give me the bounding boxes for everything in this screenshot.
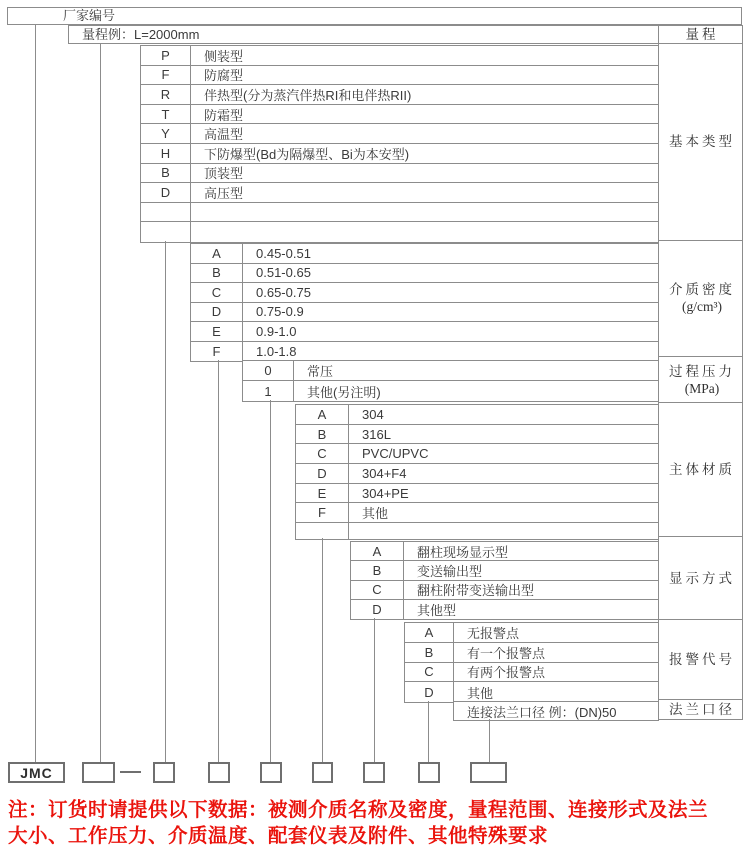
table-row [141, 105, 658, 125]
table-row [351, 542, 658, 561]
table-row [141, 144, 658, 164]
category-label-range [659, 26, 742, 44]
category-label-text: 量程 [685, 27, 719, 42]
category-label-column [658, 25, 743, 720]
code-cell: D [405, 682, 454, 702]
description-cell: 伴热型(分为蒸汽伴热RI和电伴热RII) [204, 87, 412, 103]
category-label-text: 主体材质 [669, 462, 735, 478]
table-row [296, 425, 658, 445]
category-label-basic-type [659, 44, 742, 241]
order-note-line2: 大小、工作压力、介质温度、配套仪表及附件、其他特殊要求 [8, 825, 549, 845]
section-table-pressure [242, 360, 659, 402]
code-cell: D [141, 183, 191, 202]
description-cell: 304+F4 [362, 465, 407, 481]
table-row [296, 484, 658, 504]
description-cell: 其他 [362, 506, 389, 522]
table-row [191, 244, 658, 264]
description-cell: 304 [362, 406, 384, 422]
table-row [141, 85, 658, 105]
table-row [141, 46, 658, 66]
code-cell: C [405, 663, 454, 682]
table-row [141, 124, 658, 144]
description-cell: 316L [362, 426, 391, 442]
category-label-text: 显示方式 [669, 570, 735, 586]
code-cell: C [191, 283, 243, 302]
table-row [243, 381, 658, 401]
code-cell: B [296, 425, 349, 444]
description-cell: 顶装型 [204, 166, 244, 182]
table-row [296, 503, 658, 523]
description-cell: 防腐型 [204, 68, 244, 84]
section-table-display [350, 541, 659, 620]
description-cell: 变送输出型 [417, 563, 483, 579]
order-note [8, 797, 750, 845]
code-cell: E [296, 484, 349, 503]
code-cell: F [296, 503, 349, 522]
separator-dash [120, 771, 141, 773]
code-box-pressure [260, 762, 282, 783]
connector-line [428, 701, 429, 762]
description-cell: 0.51-0.65 [256, 265, 311, 281]
code-cell: D [351, 600, 404, 619]
code-cell: A [405, 623, 454, 642]
description-cell: 翻柱附带变送输出型 [417, 583, 535, 599]
description-cell: PVC/UPVC [362, 446, 429, 462]
section-table-material [295, 404, 659, 540]
code-cell: B [191, 264, 243, 283]
section-table-basic-type [140, 45, 659, 243]
table-row [405, 643, 658, 663]
description-cell: 有两个报警点 [467, 665, 546, 681]
connector-line [374, 618, 375, 762]
table-row [351, 600, 658, 619]
table-row [405, 663, 658, 683]
connector-line [100, 43, 101, 762]
table-row [141, 164, 658, 184]
section-table-alarm [404, 622, 659, 703]
table-row [351, 581, 658, 600]
code-cell: B [141, 164, 191, 183]
description-cell: 304+PE [362, 485, 409, 501]
category-label-text: 过程压力 [669, 363, 735, 379]
description-cell [191, 222, 658, 242]
factory-number-label: 厂家编号 [63, 8, 116, 23]
category-label-density [659, 241, 742, 357]
table-row [191, 283, 658, 303]
section-table-density [190, 243, 659, 362]
code-box-display [363, 762, 385, 783]
code-cell: 0 [243, 361, 294, 380]
category-label-flange [659, 700, 742, 719]
code-cell: F [191, 342, 243, 362]
table-row [141, 183, 658, 203]
code-cell: R [141, 85, 191, 104]
code-cell: E [191, 322, 243, 341]
description-cell: 0.9-1.0 [256, 323, 297, 339]
category-label-material [659, 403, 742, 537]
description-cell: 其他 [467, 685, 494, 701]
section-table-flange [453, 701, 659, 721]
table-row [296, 464, 658, 484]
table-row [405, 682, 658, 702]
code-cell [296, 523, 349, 539]
category-label-pressure [659, 357, 742, 404]
table-row [296, 444, 658, 464]
description-cell [191, 203, 658, 222]
code-box-material [312, 762, 333, 783]
code-cell: H [141, 144, 191, 163]
description-cell: 0.45-0.51 [256, 245, 311, 261]
table-row [141, 203, 658, 223]
table-row [141, 222, 658, 242]
category-label-text: 法兰口径 [669, 702, 735, 717]
description-cell: 侧装型 [204, 48, 244, 64]
table-row [191, 322, 658, 342]
table-row [296, 405, 658, 425]
connector-line [322, 538, 323, 762]
code-cell [141, 203, 191, 222]
description-cell: 连接法兰口径 例：(DN)50 [467, 704, 617, 720]
category-label-text: 介质密度 [669, 282, 735, 298]
description-cell: 高压型 [204, 185, 244, 201]
code-cell: D [191, 303, 243, 322]
factory-number-row [7, 7, 742, 25]
connector-line [35, 24, 36, 762]
category-label-text: 报警代号 [669, 652, 735, 668]
code-cell [141, 222, 191, 242]
code-box-alarm [418, 762, 440, 783]
connector-line [165, 241, 166, 762]
description-cell: 其他型 [417, 602, 457, 618]
code-box-density [208, 762, 230, 783]
table-row [296, 523, 658, 539]
code-cell: A [191, 244, 243, 263]
table-row [191, 303, 658, 323]
code-box-range [82, 762, 115, 783]
description-cell: 防霜型 [204, 107, 244, 123]
range-row [68, 25, 659, 44]
connector-line [489, 719, 490, 762]
code-cell: T [141, 105, 191, 124]
code-cell: A [351, 542, 404, 560]
code-cell: C [351, 581, 404, 599]
category-label-display [659, 537, 742, 620]
description-cell: 下防爆型(Bd为隔爆型、Bi为本安型) [204, 146, 410, 162]
table-row [351, 561, 658, 580]
category-label-unit: (g/cm³) [681, 299, 723, 315]
connector-line [270, 400, 271, 762]
order-note-line1: 注：订货时请提供以下数据：被测介质名称及密度，量程范围、连接形式及法兰 [8, 799, 709, 821]
code-cell: A [296, 405, 349, 424]
table-row [191, 264, 658, 284]
description-cell: 1.0-1.8 [256, 343, 297, 359]
model-prefix-box: JMC [8, 762, 65, 783]
description-cell: 0.65-0.75 [256, 284, 311, 300]
category-label-text: 基本类型 [669, 134, 735, 150]
connector-line [218, 360, 219, 762]
code-box-flange [470, 762, 507, 783]
table-row [191, 342, 658, 362]
description-cell [349, 523, 658, 539]
code-cell: P [141, 46, 191, 65]
range-example-text: 量程例：L=2000mm [82, 27, 200, 42]
table-row [243, 361, 658, 381]
code-cell: Y [141, 124, 191, 143]
table-row [454, 702, 658, 720]
description-cell: 高温型 [204, 127, 244, 143]
code-cell: B [405, 643, 454, 662]
category-label-alarm [659, 620, 742, 700]
description-cell: 0.75-0.9 [256, 304, 304, 320]
description-cell: 无报警点 [467, 625, 520, 641]
description-cell: 翻柱现场显示型 [417, 544, 509, 560]
category-label-unit: (MPa) [684, 380, 720, 396]
code-cell: 1 [243, 381, 294, 401]
code-box-basic-type [153, 762, 175, 783]
code-cell: B [351, 561, 404, 579]
table-row [405, 623, 658, 643]
code-cell: D [296, 464, 349, 483]
table-row [141, 66, 658, 86]
description-cell: 其他(另注明) [307, 384, 381, 400]
description-cell: 有一个报警点 [467, 645, 546, 661]
code-cell: F [141, 66, 191, 85]
description-cell: 常压 [307, 364, 334, 379]
code-cell: C [296, 444, 349, 463]
